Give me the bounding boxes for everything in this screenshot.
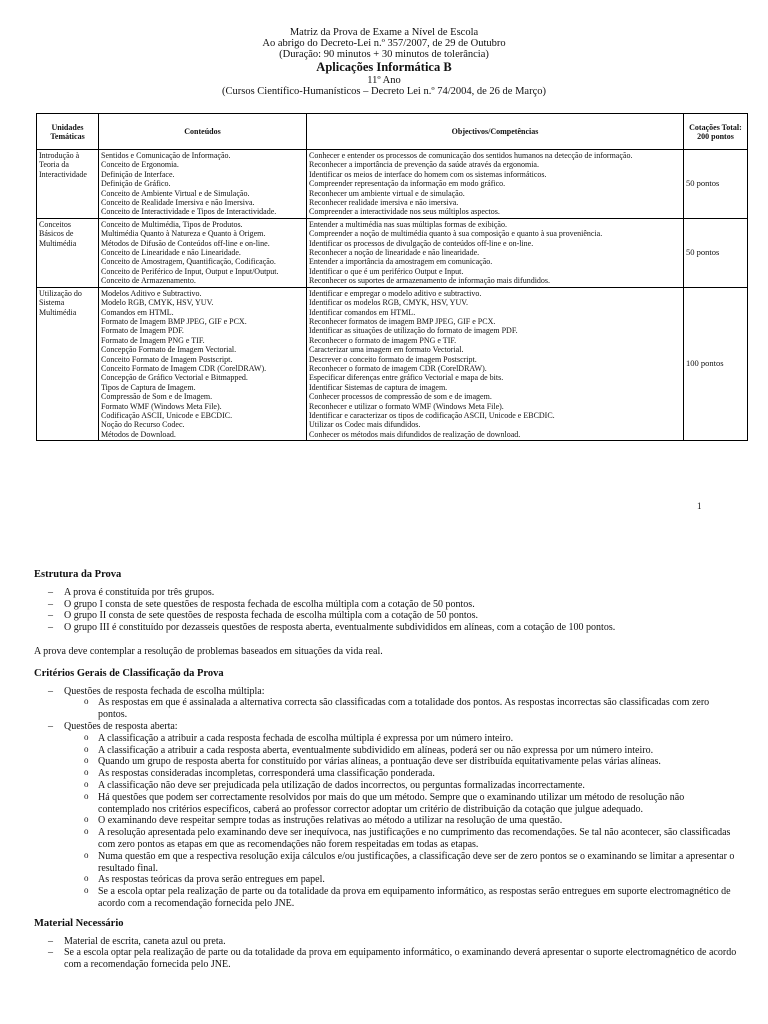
open-questions-sublist-2 (34, 815, 739, 909)
content-item: Conceito Formato de Imagem Postscript. (101, 354, 233, 364)
points-cell: 50 pontos (684, 218, 748, 287)
list-item: – O grupo III é constituído por dezasseis questões de resposta aberta, eventualmente subdivididos em alíneas, com a cotação de 100 pontos. (34, 622, 739, 634)
content-item: Conceito Formato de Imagem CDR (CorelDRAW). (101, 363, 267, 373)
list-item: o A classificação a atribuir a cada resposta fechada de escolha múltipla é expressa por um número inteiro. (34, 733, 739, 745)
objective-item: Especificar diferenças entre gráfico Vectorial e mapa de bits. (309, 373, 504, 383)
content-item: Definição de Interface. (101, 169, 175, 179)
closed-questions-sublist (34, 697, 739, 721)
content-item: Definição de Gráfico. (101, 179, 171, 189)
content-item: Noção do Recurso Codec. (101, 420, 185, 430)
content-item: Modelos Aditivo e Subtractivo. (101, 288, 202, 298)
header-scores: Cotações Total: 200 pontos (684, 114, 748, 150)
content-item: Conceito de Amostragem, Quantificação, Codificação. (101, 257, 276, 267)
closed-questions-label: Questões de resposta fechada de escolha múltipla: (64, 685, 265, 697)
content-item: Concepção de Gráfico Vectorial e Bitmapped. (101, 373, 248, 383)
estrutura-list (34, 587, 739, 634)
material-heading: Material Necessário (34, 917, 124, 929)
course-reference: (Cursos Científico-Humanísticos – Decreto Lei n.º 74/2004, de 26 de Março) (221, 86, 546, 97)
list-item: o A classificação a atribuir a cada resposta aberta, eventualmente subdividido em alíneas, poderá ser ou não expressa por um número inteiro. (34, 745, 739, 757)
objective-item: Reconhecer o formato de imagem PNG e TIF. (309, 335, 457, 345)
list-item (34, 792, 739, 804)
list-item: o A classificação não deve ser prejudicada pela utilização de dados incorrectos, ou perguntas formalizadas incorrectamente. (34, 780, 739, 792)
content-item: Comandos em HTML. (101, 307, 174, 317)
list-item: – Material de escrita, caneta azul ou preta. (34, 936, 739, 948)
header-line-3: (Duração: 90 minutos + 30 minutos de tolerância) (279, 49, 489, 60)
objective-item: Utilizar os Codec mais difundidos. (309, 420, 421, 430)
open-questions-label: Questões de resposta aberta: (64, 720, 178, 732)
header-line-2: Ao abrigo do Decreto-Lei n.º 357/2007, de 29 de Outubro (262, 38, 506, 49)
content-item: Conceito de Ambiente Virtual e de Simulação. (101, 188, 250, 198)
list-item: o As respostas em que é assinalada a alternativa correcta são classificadas com a totalidade dos pontos. As respostas incorrectas são classificadas com zero pontos. (34, 697, 739, 721)
content-item: Métodos de Download. (101, 429, 176, 439)
objective-item: Identificar as situações de utilização do formato de imagem PDF. (309, 326, 518, 336)
objective-item: Identificar os processos de divulgação de conteúdos off-line e on-line. (309, 238, 534, 248)
objective-item: Compreender a interactividade nos seus múltiplos aspectos. (309, 207, 500, 217)
objective-item: Descrever o conceito formato de imagem Postscript. (309, 354, 477, 364)
objectives-cell (307, 150, 684, 219)
contents-cell (99, 218, 307, 287)
header-contents: Conteúdos (99, 114, 307, 150)
page-number: 1 (697, 501, 702, 511)
open-questions-sublist (34, 733, 739, 804)
header-line-1: Matriz da Prova de Exame a Nível de Escola (289, 27, 479, 38)
objective-item: Reconhecer e utilizar o formato WMF (Windows Meta File). (309, 401, 504, 411)
content-item: Conceito de Ergonomia. (101, 160, 179, 170)
list-item: – A prova é constituída por três grupos. (34, 587, 739, 599)
objective-item: Identificar os meios de interface do homem com os sistemas informáticos. (309, 169, 547, 179)
content-item: Formato de Imagem PNG e TIF. (101, 335, 205, 345)
content-item: Conceito de Linearidade e não Linearidade. (101, 248, 241, 258)
criterios-heading: Critérios Gerais de Classificação da Prova (34, 667, 224, 679)
objective-item: Identificar os modelos RGB, CMYK, HSV, YUV. (309, 298, 468, 308)
objective-item: Reconhecer os suportes de armazenamento de informação mais difundidos. (309, 276, 551, 286)
header-units: Unidades Temáticas (37, 114, 99, 150)
objective-item: Reconhecer a importância de prevenção da saúde através da ergonomia. (309, 160, 539, 170)
objective-item: Reconhecer realidade imersiva e não imersiva. (309, 198, 459, 208)
objective-item: Identificar e empregar o modelo aditivo e subtractivo. (309, 288, 482, 298)
objective-item: Conhecer processos de compressão de som e de imagem. (309, 392, 492, 402)
content-item: Conceito de Realidade Imersiva e não Imersiva. (101, 198, 255, 208)
contents-cell (99, 150, 307, 219)
objective-item: Caracterizar uma imagem em formato Vectorial. (309, 345, 464, 355)
content-item: Métodos de Difusão de Conteúdos off-line e on-line. (101, 238, 270, 248)
objective-item: Entender a multimédia nas suas múltiplas formas de exibição. (309, 219, 507, 229)
objective-item: Reconhecer o formato de imagem CDR (CorelDRAW). (309, 363, 487, 373)
school-year: 11º Ano (367, 75, 401, 86)
material-list (34, 936, 739, 971)
points-cell: 50 pontos (684, 150, 748, 219)
objective-item: Reconhecer a noção de linearidade e não linearidade. (309, 248, 480, 258)
objective-item: Compreender a noção de multimédia quanto à sua composição e quanto à sua proveniência. (309, 229, 603, 239)
objective-item: Identificar Sistemas de captura de imagem. (309, 382, 448, 392)
table-row (37, 287, 748, 441)
list-item: o Numa questão em que a respectiva resolução exija cálculos e/ou justificações, a classificação deve ser de zero pontos se o examinando se limitar a apresentar o resultado final. (34, 851, 739, 875)
table-row (37, 218, 748, 287)
unit-cell: Conceitos Básicos de Multimédia (37, 218, 99, 287)
document-header (0, 27, 768, 97)
content-item: Formato de Imagem BMP JPEG, GIF e PCX. (101, 316, 247, 326)
content-item: Tipos de Captura de Imagem. (101, 382, 196, 392)
list-item: o As respostas consideradas incompletas, corresponderá uma classificação ponderada. (34, 768, 739, 780)
document-title: Aplicações Informática B (316, 60, 452, 74)
content-item: Concepção Formato de Imagem Vectorial. (101, 345, 237, 355)
criterios-list (34, 686, 739, 698)
table-body (37, 150, 748, 441)
objective-item: Conhecer e entender os processos de comunicação dos sentidos humanos na detecção de informação. (309, 151, 633, 160)
content-item: Codificação ASCII, Unicode e EBCDIC. (101, 410, 233, 420)
content-item: Conceito de Multimédia, Tipos de Produtos. (101, 219, 243, 229)
content-item: Formato WMF (Windows Meta File). (101, 401, 222, 411)
list-item: – O grupo II consta de sete questões de resposta fechada de escolha múltipla com a cotação de 50 pontos. (34, 610, 739, 622)
list-item: o A resolução apresentada pelo examinando deve ser inequívoca, nas justificações e no cumprimento das recomendações. Se tal não acontecer, são classificadas com zero pontos as etapas em que as recomendações não forem respeitadas em todas as etapas. (34, 827, 739, 851)
content-item: Modelo RGB, CMYK, HSV, YUV. (101, 298, 214, 308)
open-questions-list (34, 721, 739, 733)
objective-item: Identificar o que é um periférico Output e Input. (309, 266, 464, 276)
estrutura-note: A prova deve contemplar a resolução de problemas baseados em situações da vida real. (34, 645, 383, 657)
content-item: Sentidos e Comunicação de Informação. (101, 151, 231, 160)
objective-item: Identificar e caracterizar os tipos de codificação ASCII, Unicode e EBCDIC. (309, 410, 555, 420)
objective-item: Reconhecer formatos de imagem BMP JPEG, GIF e PCX. (309, 316, 496, 326)
open-questions-item (34, 721, 739, 733)
content-item: Compressão de Som e de Imagem. (101, 392, 213, 402)
list-item: o As respostas teóricas da prova serão entregues em papel. (34, 874, 739, 886)
unit-cell: Introdução à Teoria da Interactividade (37, 150, 99, 219)
closed-questions-item (34, 686, 739, 698)
estrutura-heading: Estrutura da Prova (34, 569, 122, 580)
contents-cell (99, 287, 307, 441)
content-item: Conceito de Armazenamento. (101, 276, 196, 286)
continuation-text: contemplado nos critérios específicos, caberá ao professor corrector adoptar um critério de distribuição da cotação que julgue adequado. (98, 803, 644, 815)
table-row (37, 150, 748, 219)
objective-item: Entender a importância da amostragem em comunicação. (309, 257, 493, 267)
list-item: – Se a escola optar pela realização de parte ou da totalidade da prova em equipamento informático, o examinando deverá apresentar o suporte electromagnético de acordo com a recomendação fornecida pelo JNE. (34, 947, 739, 971)
objectives-cell (307, 218, 684, 287)
points-cell: 100 pontos (684, 287, 748, 441)
objective-item: Compreender representação da informação em modo gráfico. (309, 179, 506, 189)
objective-item: Conhecer os métodos mais difundidos de realização de download. (309, 429, 521, 439)
exam-matrix-table (36, 113, 748, 441)
content-item: Formato de Imagem PDF. (101, 326, 184, 336)
unit-cell: Utilização do Sistema Multimédia (37, 287, 99, 441)
list-item: o O examinando deve respeitar sempre todas as instruções relativas ao método a utilizar na resolução de uma questão. (34, 815, 739, 827)
objective-item: Identificar comandos em HTML. (309, 307, 416, 317)
list-item: o Se a escola optar pela realização de parte ou da totalidade da prova em equipamento informático, as respostas serão entregues em suporte electromagnético de acordo com a recomendação fornecida pelo JNE. (34, 886, 739, 910)
list-item: o Quando um grupo de resposta aberta for constituído por várias alíneas, a pontuação deve ser distribuída equitativamente pelas várias alíneas. (34, 756, 739, 768)
objective-item: Reconhecer um ambiente virtual e de simulação. (309, 188, 465, 198)
content-item: Conceito de Interactividade e Tipos de Interactividade. (101, 207, 277, 217)
objectives-cell (307, 287, 684, 441)
content-item: Conceito de Periférico de Input, Output e Input/Output. (101, 266, 279, 276)
list-item: – O grupo I consta de sete questões de resposta fechada de escolha múltipla com a cotação de 50 pontos. (34, 599, 739, 611)
content-item: Multimédia Quanto à Natureza e Quanto à Origem. (101, 229, 266, 239)
list-item-text: Há questões que podem ser correctamente resolvidos por mais do que um método. Sempre que o examinando utilizar um método de resolução não (98, 791, 685, 803)
header-objectives: Objectivos/Competências (307, 114, 684, 150)
estrutura-section (34, 569, 739, 971)
